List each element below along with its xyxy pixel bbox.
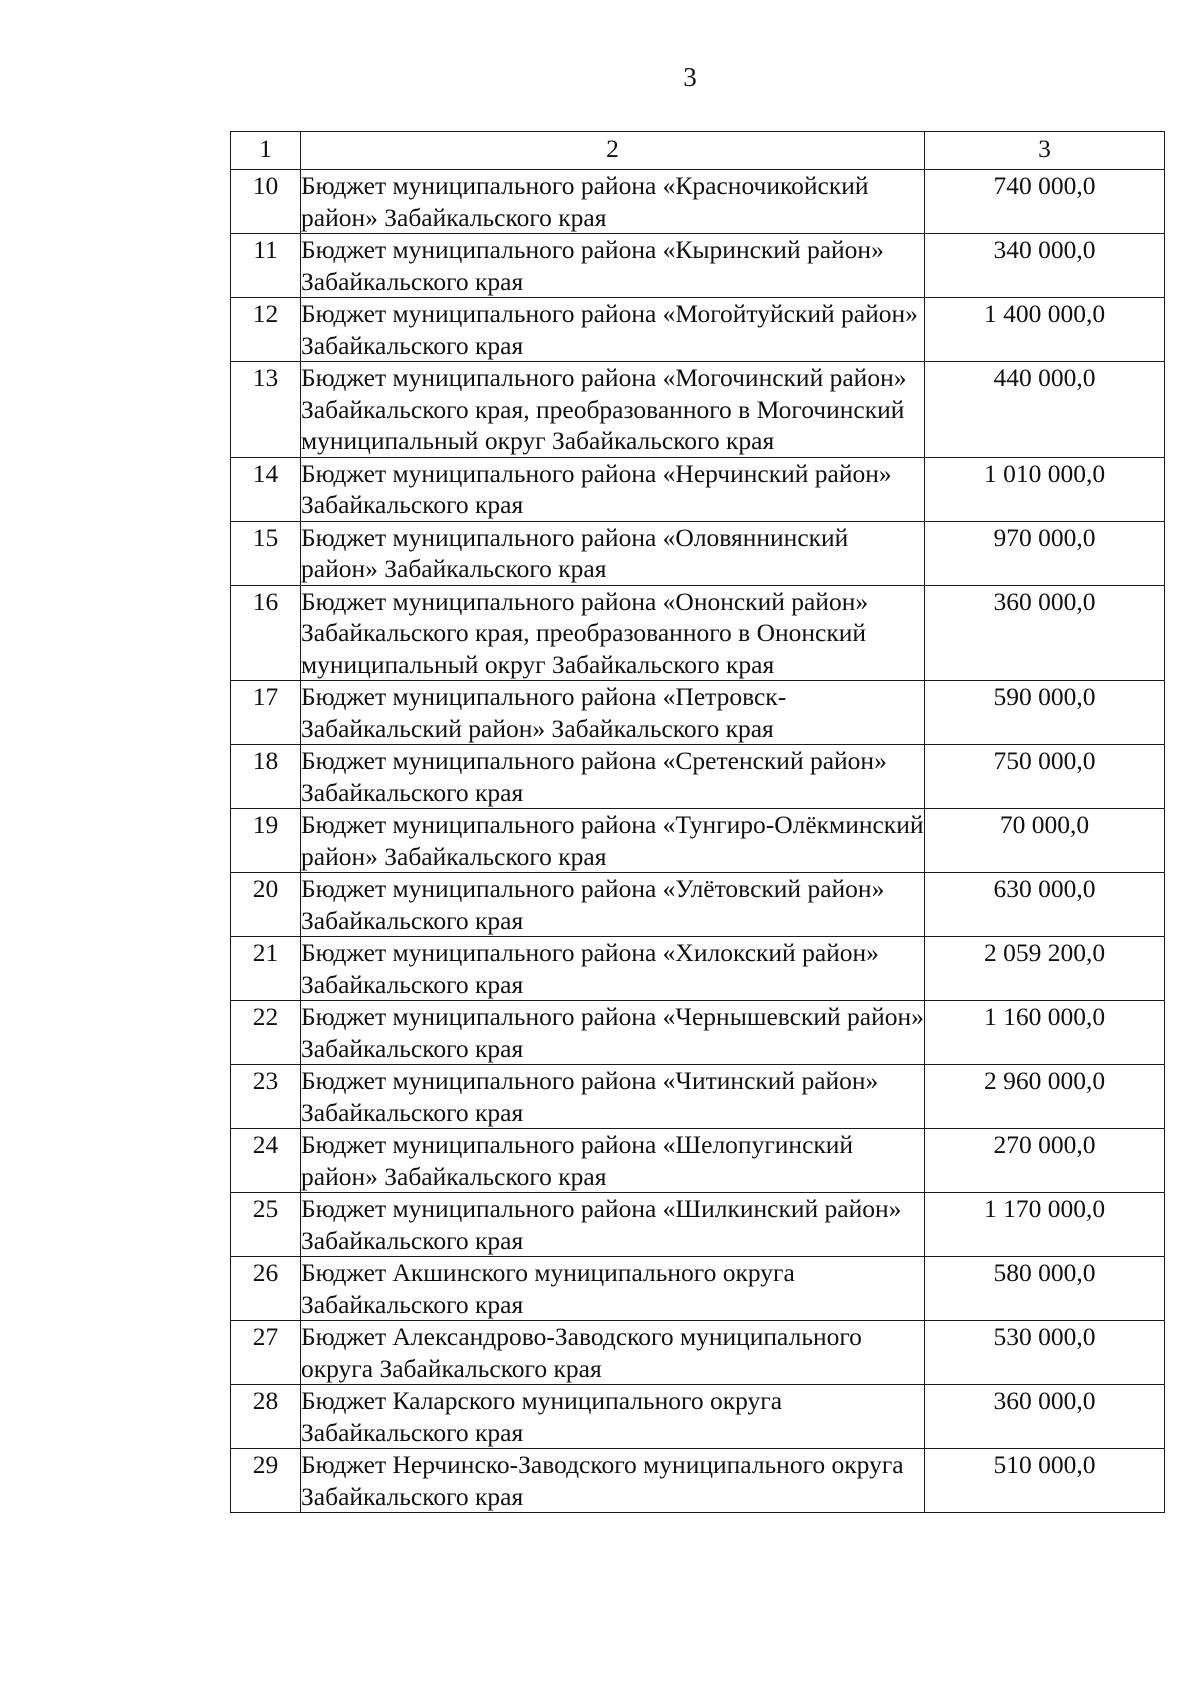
budget-name: Бюджет муниципального района «Сретенский район» Забайкальского края: [301, 745, 925, 809]
amount-value: 970 000,0: [925, 521, 1165, 585]
amount-value: 1 160 000,0: [925, 1001, 1165, 1065]
amount-value: 750 000,0: [925, 745, 1165, 809]
table-row: [231, 234, 1165, 298]
table-row: [231, 873, 1165, 937]
page-number: 3: [683, 62, 697, 92]
budget-name: Бюджет муниципального района «Могочинский район» Забайкальского края, преобразованного в Могочинский муниципальный округ Забайкальского края: [301, 362, 925, 458]
amount-value: 590 000,0: [925, 681, 1165, 745]
budget-allocation-table: [230, 131, 1165, 1513]
table-row: [231, 1321, 1165, 1385]
amount-value: 270 000,0: [925, 1129, 1165, 1193]
row-number: 16: [231, 585, 301, 681]
row-number: 21: [231, 937, 301, 1001]
row-number: 15: [231, 521, 301, 585]
table-row: [231, 1257, 1165, 1321]
table-row: [231, 585, 1165, 681]
row-number: 14: [231, 457, 301, 521]
row-number: 20: [231, 873, 301, 937]
row-number: 28: [231, 1385, 301, 1449]
table-row: [231, 1193, 1165, 1257]
row-number: 25: [231, 1193, 301, 1257]
row-number: 10: [231, 170, 301, 234]
row-number: 22: [231, 1001, 301, 1065]
row-number: 18: [231, 745, 301, 809]
amount-value: 630 000,0: [925, 873, 1165, 937]
amount-value: 580 000,0: [925, 1257, 1165, 1321]
amount-value: 1 010 000,0: [925, 457, 1165, 521]
row-number: 12: [231, 298, 301, 362]
column-header-number: 1: [231, 132, 301, 170]
table-row: [231, 1385, 1165, 1449]
amount-value: 530 000,0: [925, 1321, 1165, 1385]
column-header-name: 2: [301, 132, 925, 170]
budget-name: Бюджет Александрово-Заводского муниципального округа Забайкальского края: [301, 1321, 925, 1385]
table-row: [231, 1449, 1165, 1513]
table-row: [231, 937, 1165, 1001]
row-number: 29: [231, 1449, 301, 1513]
table-row: [231, 1065, 1165, 1129]
amount-value: 70 000,0: [925, 809, 1165, 873]
budget-name: Бюджет муниципального района «Читинский район» Забайкальского края: [301, 1065, 925, 1129]
table-row: [231, 681, 1165, 745]
budget-name: Бюджет муниципального района «Кыринский район» Забайкальского края: [301, 234, 925, 298]
budget-name: Бюджет муниципального района «Красночикойский район» Забайкальского края: [301, 170, 925, 234]
budget-name: Бюджет муниципального района «Шилкинский район» Забайкальского края: [301, 1193, 925, 1257]
budget-name: Бюджет муниципального района «Тунгиро-Олёкминский район» Забайкальского края: [301, 810, 924, 871]
row-number: 13: [231, 362, 301, 458]
table-row: [231, 1001, 1165, 1065]
row-number: 27: [231, 1321, 301, 1385]
row-number: 19: [231, 809, 301, 873]
amount-value: 2 960 000,0: [925, 1065, 1165, 1129]
amount-value: 340 000,0: [925, 234, 1165, 298]
budget-name: Бюджет муниципального района «Шелопугинский район» Забайкальского края: [301, 1129, 925, 1193]
budget-name: Бюджет Каларского муниципального округа Забайкальского края: [301, 1385, 925, 1449]
table-body: [231, 170, 1165, 1513]
table-row: [231, 809, 1165, 873]
budget-name: Бюджет Нерчинско-Заводского муниципального округа Забайкальского края: [301, 1449, 925, 1513]
row-number: 17: [231, 681, 301, 745]
budget-name: Бюджет муниципального района «Могойтуйский район» Забайкальского края: [301, 298, 925, 362]
column-header-amount: 3: [925, 132, 1165, 170]
table-header: [231, 132, 1165, 170]
budget-name: Бюджет муниципального района «Ононский район» Забайкальского края, преобразованного в Ононский муниципальный округ Забайкальского края: [301, 585, 925, 681]
amount-value: 1 400 000,0: [925, 298, 1165, 362]
table-row: [231, 362, 1165, 458]
amount-value: 2 059 200,0: [925, 937, 1165, 1001]
budget-name: Бюджет муниципального района «Улётовский район» Забайкальского края: [301, 873, 925, 937]
budget-name: Бюджет муниципального района «Нерчинский район» Забайкальского края: [301, 457, 925, 521]
table-row: [231, 745, 1165, 809]
amount-value: 1 170 000,0: [925, 1193, 1165, 1257]
amount-value: 440 000,0: [925, 362, 1165, 458]
table-row: [231, 457, 1165, 521]
table-row: [231, 170, 1165, 234]
amount-value: 740 000,0: [925, 170, 1165, 234]
budget-name: Бюджет муниципального района «Хилокский район» Забайкальского края: [301, 937, 925, 1001]
budget-name: Бюджет Акшинского муниципального округа Забайкальского края: [301, 1257, 925, 1321]
row-number: 23: [231, 1065, 301, 1129]
amount-value: 360 000,0: [925, 585, 1165, 681]
header-row: [231, 132, 1165, 170]
row-number: 11: [231, 234, 301, 298]
row-number: 26: [231, 1257, 301, 1321]
table-row: [231, 1129, 1165, 1193]
table-row: [231, 521, 1165, 585]
budget-name: Бюджет муниципального района «Петровск-Забайкальский район» Забайкальского края: [301, 681, 925, 745]
amount-value: 510 000,0: [925, 1449, 1165, 1513]
table-row: [231, 298, 1165, 362]
budget-name: Бюджет муниципального района «Оловяннинский район» Забайкальского края: [301, 521, 925, 585]
budget-name: Бюджет муниципального района «Чернышевский район» Забайкальского края: [301, 1002, 924, 1063]
amount-value: 360 000,0: [925, 1385, 1165, 1449]
row-number: 24: [231, 1129, 301, 1193]
